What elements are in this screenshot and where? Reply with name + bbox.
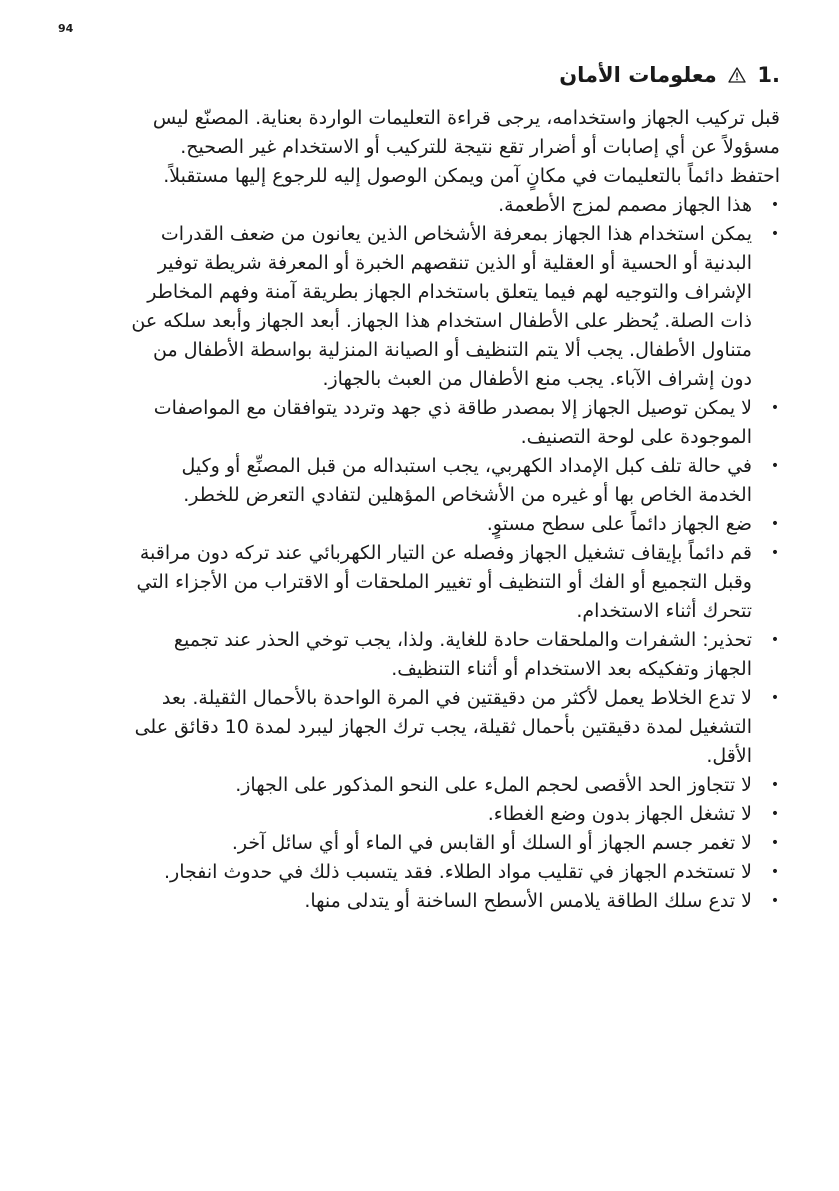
list-item (128, 394, 780, 452)
section-title: معلومات الأمان (559, 63, 717, 87)
intro-paragraph: قبل تركيب الجهاز واستخدامه، يرجى قراءة التعليمات الواردة بعناية. المصنّع ليس مسؤولاً عن أي إصابات أو أضرار تقع نتيجة للتركيب أو الاستخدام غير الصحيح. احتفظ دائماً بالتعليمات في مكانٍ آمن ويمكن الوصول إليه للرجوع إليها مستقبلاً. (152, 107, 780, 187)
list-item-text: لا تغمر جسم الجهاز أو السلك أو القابس في الماء أو أي سائل آخر. (231, 832, 752, 854)
list-item-text: لا تدع الخلاط يعمل لأكثر من دقيقتين في المرة الواحدة بالأحمال الثقيلة. بعد التشغيل لمدة دقيقتين بأحمال ثقيلة، يجب ترك الجهاز ليبرد لمدة 10 دقائق على الأقل. (134, 687, 752, 767)
list-item (128, 684, 780, 771)
list-item (128, 771, 780, 800)
bullet-marker: • (770, 835, 780, 851)
bullet-marker: • (770, 226, 780, 242)
bullet-marker: • (770, 690, 780, 706)
bullet-marker: • (770, 458, 780, 474)
list-item (128, 452, 780, 510)
section-number: 1. (757, 63, 780, 87)
list-item (128, 800, 780, 829)
warning-triangle-icon (728, 59, 746, 75)
list-item-text: تحذير: الشفرات والملحقات حادة للغاية. ولذا، يجب توخي الحذر عند تجميع الجهاز وتفكيكه بعد الاستخدام أو أثناء التنظيف. (173, 629, 752, 680)
bullet-marker: • (770, 632, 780, 648)
bullet-marker: • (770, 806, 780, 822)
safety-section (128, 58, 780, 916)
bullet-marker: • (770, 400, 780, 416)
list-item-text: هذا الجهاز مصمم لمزج الأطعمة. (498, 194, 752, 216)
list-item (128, 191, 780, 220)
page-number: 94 (58, 22, 74, 35)
list-item-text: يمكن استخدام هذا الجهاز بمعرفة الأشخاص الذين يعانون من ضعف القدرات البدنية أو الحسية أو العقلية أو الذين تنقصهم الخبرة أو المعرفة شريطة توفير الإشراف والتوجيه لهم فيما يتعلق باستخدام الجهاز بطريقة آمنة وفهم المخاطر ذات الصلة. يُحظر على الأطفال استخدام هذا الجهاز. أبعد الجهاز وأبعد سلكه عن متناول الأطفال. يجب ألا يتم التنظيف أو الصيانة المنزلية بواسطة الأطفال من دون إشراف الآباء. يجب منع الأطفال من العبث بالجهاز. (131, 223, 752, 390)
bullet-marker: • (770, 864, 780, 880)
list-item-text: لا يمكن توصيل الجهاز إلا بمصدر طاقة ذي جهد وتردد يتوافقان مع المواصفات الموجودة على لوحة التصنيف. (153, 397, 752, 448)
list-item-text: ضع الجهاز دائماً على سطح مستوٍ. (486, 513, 752, 535)
bullet-marker: • (770, 197, 780, 213)
list-item-text: لا تشغل الجهاز بدون وضع الغطاء. (487, 803, 752, 825)
list-item (128, 510, 780, 539)
list-item-text: لا تتجاوز الحد الأقصى لحجم الملء على النحو المذكور على الجهاز. (235, 774, 752, 796)
list-item (128, 539, 780, 626)
list-item-text: في حالة تلف كبل الإمداد الكهربي، يجب استبداله من قبل المصنِّع أو وكيل الخدمة الخاص بها أو غيره من الأشخاص المؤهلين لتفادي التعرض للخطر. (181, 455, 752, 506)
list-item (128, 626, 780, 684)
list-item-text: قم دائماً بإيقاف تشغيل الجهاز وفصله عن التيار الكهربائي عند تركه دون مراقبة وقبل التجميع أو الفك أو التنظيف أو تغيير الملحقات أو الاقتراب من الأجزاء التي تتحرك أثناء الاستخدام. (136, 542, 752, 622)
list-item (128, 887, 780, 916)
bullet-marker: • (770, 777, 780, 793)
list-item (128, 829, 780, 858)
bullet-marker: • (770, 545, 780, 561)
list-item-text: لا تستخدم الجهاز في تقليب مواد الطلاء. فقد يتسبب ذلك في حدوث انفجار. (164, 861, 752, 883)
list-item (128, 858, 780, 887)
list-item-text: لا تدع سلك الطاقة يلامس الأسطح الساخنة أو يتدلى منها. (304, 890, 752, 912)
section-heading (128, 58, 780, 92)
bullet-marker: • (770, 893, 780, 909)
list-item (128, 220, 780, 394)
safety-list (128, 191, 780, 916)
bullet-marker: • (770, 516, 780, 532)
